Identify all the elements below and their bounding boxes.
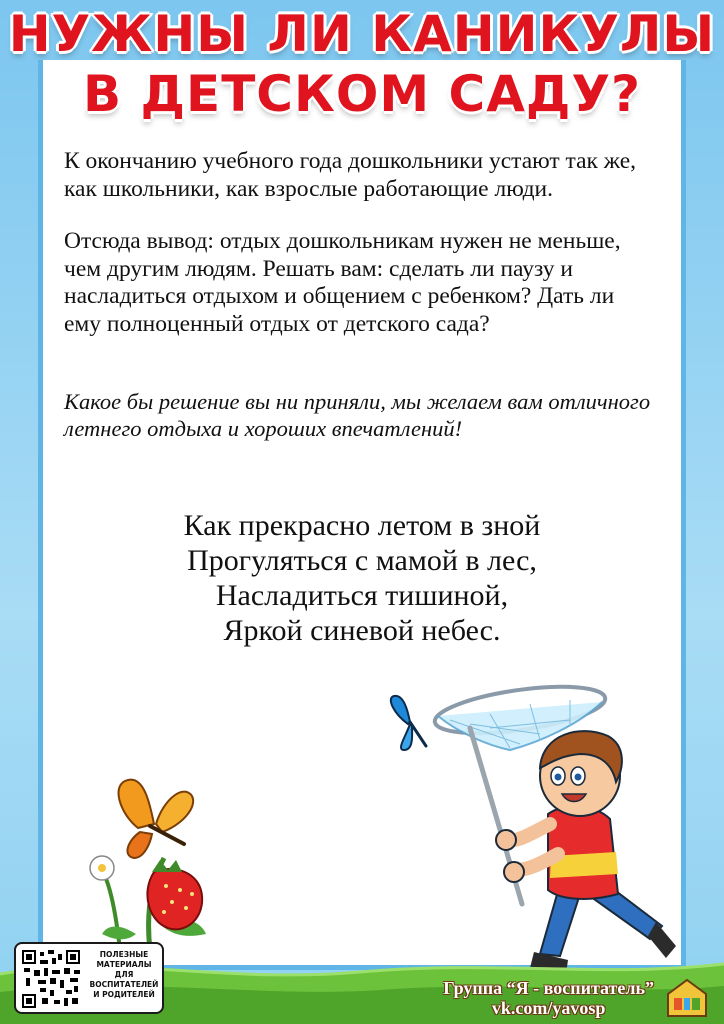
qr-caption (86, 950, 162, 1000)
qr-code-card (14, 942, 164, 1014)
qr-caption-line: ПОЛЕЗНЫЕ (99, 950, 149, 959)
qr-caption-line: МАТЕРИАЛЫ (96, 960, 152, 969)
title-line-2: В ДЕТСКОМ САДУ? (82, 65, 642, 123)
group-logo-icon (664, 976, 710, 1018)
qr-caption-line: ДЛЯ (114, 970, 134, 979)
poem-line: Яркой синевой небес. (223, 614, 501, 647)
qr-code-icon[interactable] (22, 950, 80, 1008)
poem (0, 508, 724, 648)
qr-caption-line: И РОДИТЕЛЕЙ (93, 990, 155, 999)
group-link[interactable]: vk.com/yavosp (491, 998, 606, 1018)
poem-line: Насладиться тишиной, (215, 579, 509, 612)
blue-butterfly-icon (386, 694, 434, 752)
group-credit (443, 978, 654, 1018)
title-line-1: НУЖНЫ ЛИ КАНИКУЛЫ (8, 5, 716, 63)
poem-line: Как прекрасно летом в зной (183, 509, 541, 542)
conclusion-paragraph: Отсюда вывод: отдых дошкольникам нужен не меньше, чем другим людям. Решать вам: сделать ли паузу и насладиться отдыхом и общением с ребенком? Дать ли ему полноценный отдых от детского сада? (64, 228, 621, 337)
poem-line: Прогуляться с мамой в лес, (187, 544, 537, 577)
intro-paragraph: К окончанию учебного года дошкольники устают так же, как школьники, как взрослые работающие люди. (64, 148, 637, 202)
qr-caption-line: ВОСПИТАТЕЛЕЙ (89, 980, 159, 989)
page-title (0, 6, 724, 122)
group-name: Группа “Я - воспитатель” (443, 978, 654, 998)
wishes-paragraph: Какое бы решение вы ни приняли, мы желаем вам отличного летнего отдыха и хороших впечатлений! (64, 389, 651, 441)
